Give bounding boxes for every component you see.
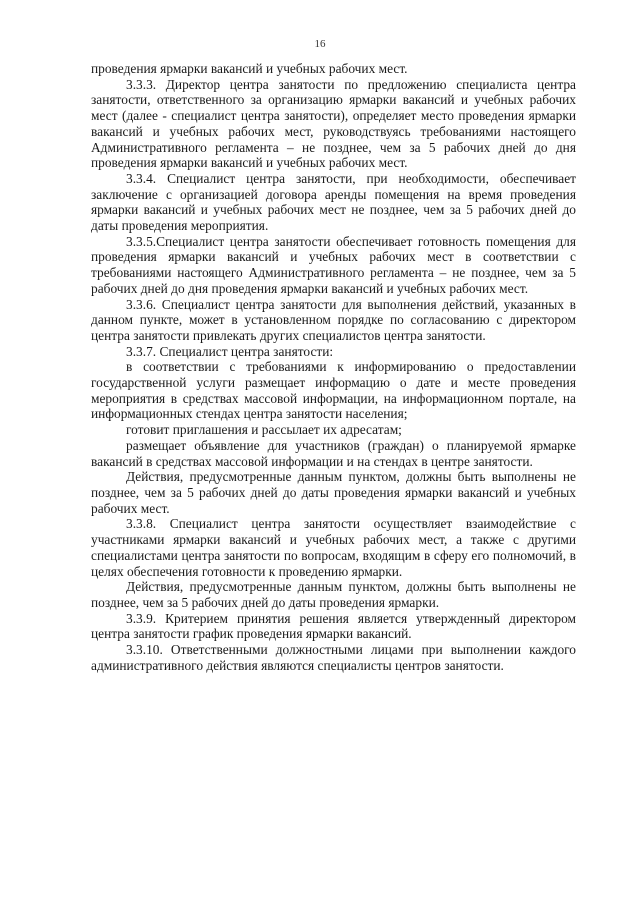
- paragraph-3-3-7-item-3: размещает объявление для участников (граждан) о планируемой ярмарке вакансий в средствах массовой информации и на стендах в центре занятости.: [91, 437, 576, 469]
- paragraph-3-3-7-item-2: готовит приглашения и рассылает их адресатам;: [126, 422, 402, 438]
- paragraph-3-3-3: 3.3.3. Директор центра занятости по предложению специалиста центра занятости, ответственного за организацию ярмарки вакансий и учебных рабочих мест (далее - специалист центра занятости), определяет место проведения ярмарки вакансий и учебных рабочих мест, руководствуясь требованиями настоящего Административного регламента – не позднее, чем за 5 рабочих дней до дня проведения ярмарки вакансий и учебных рабочих мест.: [91, 76, 576, 171]
- paragraph-3-3-7-item-1: в соответствии с требованиями к информированию о предоставлении государственной услуги размещает информацию о дате и месте проведения мероприятия в средствах массовой информации, на информационном портале, на информационных стендах центра занятости населения;: [91, 359, 576, 422]
- paragraph-3-3-4: 3.3.4. Специалист центра занятости, при необходимости, обеспечивает заключение с организацией договора аренды помещения на время проведения ярмарки вакансий и учебных рабочих мест не позднее, чем за 5 рабочих дней до даты проведения мероприятия.: [91, 170, 576, 234]
- paragraph-3-3-7: 3.3.7. Специалист центра занятости:: [126, 343, 334, 359]
- paragraph-continuation: проведения ярмарки вакансий и учебных рабочих мест.: [91, 61, 408, 76]
- document-body: [91, 61, 576, 673]
- paragraph-3-3-7-deadline: Действия, предусмотренные данным пунктом, должны быть выполнены не позднее, чем за 5 рабочих дней до даты проведения ярмарки вакансий и учебных рабочих мест.: [91, 469, 576, 516]
- page-number: 16: [314, 38, 326, 50]
- paragraph-3-3-6: 3.3.6. Специалист центра занятости для выполнения действий, указанных в данном пункте, может в установленном порядке по согласованию с директором центра занятости привлекать других специалистов центра занятости.: [91, 296, 576, 343]
- paragraph-3-3-8-deadline: Действия, предусмотренные данным пунктом, должны быть выполнены не позднее, чем за 5 рабочих дней до даты проведения ярмарки.: [91, 579, 576, 610]
- paragraph-3-3-8: 3.3.8. Специалист центра занятости осуществляет взаимодействие с участниками ярмарки вакансий и учебных рабочих мест, а также с другими специалистами центра занятости по вопросам, входящим в сферу его полномочий, в целях обеспечения готовности к проведению ярмарки.: [91, 516, 576, 579]
- paragraph-3-3-5: 3.3.5.Специалист центра занятости обеспечивает готовность помещения для проведения ярмарки вакансий и учебных рабочих мест в соответствии с требованиями настоящего Административного регламента – не позднее, чем за 5 рабочих дней до дня проведения ярмарки вакансий и учебных рабочих мест.: [91, 233, 576, 296]
- paragraph-3-3-10: 3.3.10. Ответственными должностными лицами при выполнении каждого административного действия являются специалисты центров занятости.: [91, 642, 576, 673]
- paragraph-3-3-9: 3.3.9. Критерием принятия решения является утвержденный директором центра занятости график проведения ярмарки вакансий.: [91, 610, 576, 642]
